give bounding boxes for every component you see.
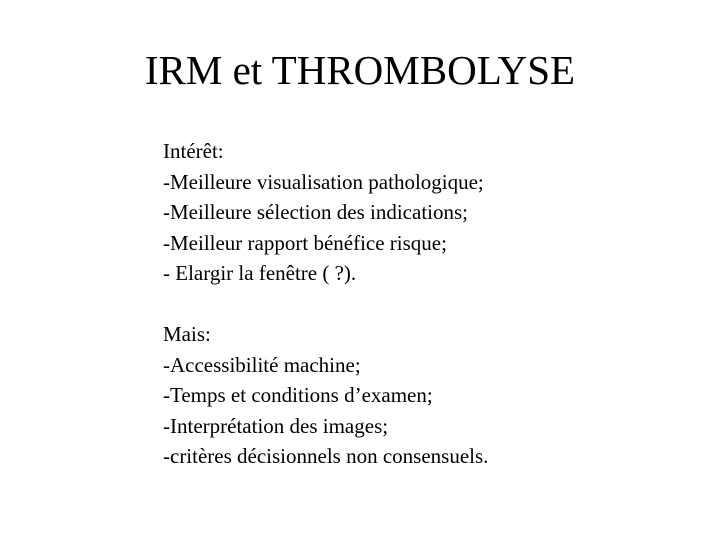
section-mais [163,319,703,472]
list-item: -Temps et conditions d’examen; [163,383,433,407]
list-item: - Elargir la fenêtre ( ?). [163,261,357,285]
list-item: -critères décisionnels non consensuels. [163,444,489,468]
list-item: -Meilleure visualisation pathologique; [163,169,484,194]
section-heading: Intérêt: [163,139,224,163]
section-heading: Mais: [163,322,211,346]
slide-body [163,136,703,472]
list-item: -Accessibilité machine; [163,352,361,377]
section-interet [163,136,703,289]
slide-title: IRM et THROMBOLYSE [144,47,576,93]
list-item: -Interprétation des images; [163,413,389,438]
list-item: -Meilleur rapport bénéfice risque; [163,230,447,255]
list-item: -Meilleure sélection des indications; [163,200,468,224]
